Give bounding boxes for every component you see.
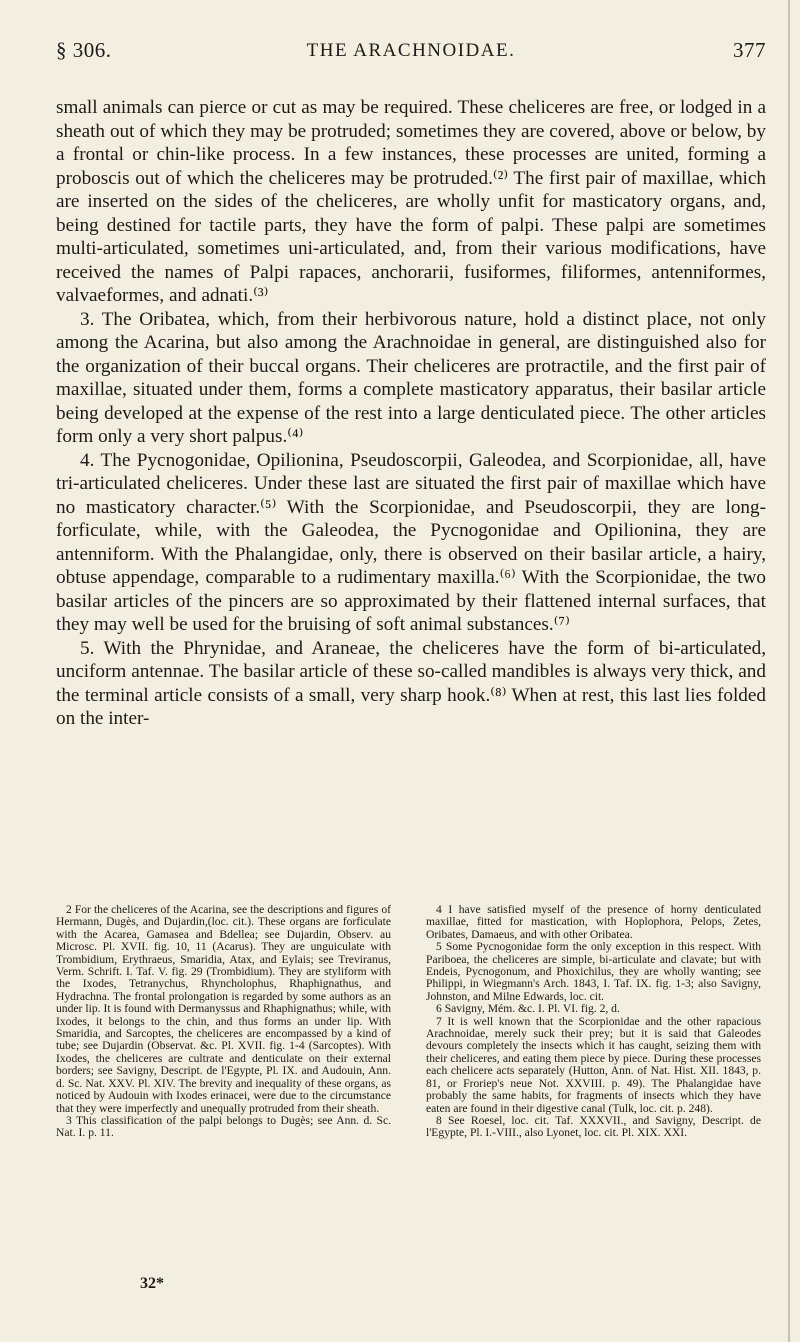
paragraph: 5. With the Phrynidae, and Araneae, the cheliceres have the form of bi-articulated, unciform antennae. The basilar article of these so-called mandibles is always very thick, and the terminal article consists of a small, very sharp hook.⁽⁸⁾ When at rest, this last lies folded on the inter- [56,637,766,729]
footnote: 7 It is well known that the Scorpionidae and the other rapacious Arachnoidae, merely suck their prey; but it is said that Galeodes devours completely the insects which it has caught, seizing them with their cheliceres, and eating them piece by piece. During these processes each chelicere acts separately (Hutton, Ann. of Nat. Hist. XII. 1843, p. 81, or Froriep's neue Not. XXVIII. p. 49). The Phalangidae have probably the same habits, for fragments of insects which they have eaten are found in their digestive canal (Tulk, loc. cit. p. 248). [426,1014,761,1115]
page-edge [788,0,790,1342]
page-number: 377 [733,38,766,62]
running-header [56,38,766,68]
book-page [56,38,766,1328]
section-number: § 306. [56,38,112,62]
footnote: 3 This classification of the palpi belongs to Dugès; see Ann. d. Sc. Nat. I. p. 11. [56,1113,391,1140]
footnotes-left-column [56,904,391,1140]
signature-mark: 32* [140,1275,164,1292]
footnote: 5 Some Pycnogonidae form the only exception in this respect. With Pariboea, the cheliceres are simple, bi-articulate and clavate; but with Endeis, Pycnogonum, and Phoxichilus, they are wholly wanting; see Philippi, in Wiegmann's Arch. 1843, I. Taf. IX. fig. 1-3; also Savigny, Johnston, and Milne Edwards, loc. cit. [426,940,761,1003]
paragraph: 3. The Oribatea, which, from their herbivorous nature, hold a distinct place, not only among the Acarina, but also among the Arachnoidae in general, are distinguished also for the organization of their buccal organs. Their cheliceres are protractile, and the first pair of maxillae, situated under them, forms a complete masticatory apparatus, their basilar article being developed at the expense of the rest into a large denticulated piece. The other articles form only a very short palpus.⁽⁴⁾ [56,308,766,447]
footnote: 6 Savigny, Mém. &c. I. Pl. VI. fig. 2, d. [436,1002,620,1016]
footnote: 8 See Roesel, loc. cit. Taf. XXXVII., and Savigny, Descript. de l'Egypte, Pl. I.-VIII., also Lyonet, loc. cit. Pl. XIX. XXI. [426,1113,761,1140]
main-text [56,96,766,731]
paragraph: small animals can pierce or cut as may be required. These cheliceres are free, or lodged in a sheath out of which they may be protruded; sometimes they are covered, above or below, by a frontal or chin-like process. In a few instances, these processes are united, forming a proboscis out of which the cheliceres may be protruded.⁽²⁾ The first pair of maxillae, which are inserted on the sides of the cheliceres, are wholly unfit for masticatory organs, and, being destined for tactile parts, they have the form of palpi. These palpi are sometimes multi-articulated, sometimes uni-articulated, and, from their various modifications, have received the names of Palpi rapaces, anchorarii, fusiformes, filiformes, antenniformes, valvaeformes, and adnati.⁽³⁾ [56,97,766,306]
paragraph: 4. The Pycnogonidae, Opilionina, Pseudoscorpii, Galeodea, and Scorpionidae, all, have tri-articulated cheliceres. Under these last are situated the first pair of maxillae which have no masticatory character.⁽⁵⁾ With the Scorpionidae, and Pseudoscorpii, they are long-forficulate, while, with the Galeodea, the Pycnogonidae and Opilionina, they are antenniform. With the Phalangidae, only, there is observed on their basilar article, a hairy, obtuse appendage, comparable to a rudimentary maxilla.⁽⁶⁾ With the Scorpionidae, the two basilar articles of the pincers are so approximated by their flattened internal surfaces, that they may well be used for the bruising of soft animal substances.⁽⁷⁾ [56,449,766,635]
footnote: 2 For the cheliceres of the Acarina, see the descriptions and figures of Hermann, Dugès, and Dujardin,(loc. cit.). These organs are forficulate with the Acarea, Gamasea and Bdellea; see Dujardin, Observ. au Microsc. Pl. XVII. fig. 10, 11 (Acarus). They are unguiculate with Trombidium, Erythraeus, Smaridia, Atax, and Eylais; see Treviranus, Verm. Schrift. I. Taf. V. fig. 29 (Trombidium). They are styliform with the Ixodes, Tetranychus, Rhyncholophus, Rhaphignathus, and Hydrachna. The frontal prolongation is regarded by some authors as an under lip. It is found with Dermanyssus and Rhaphignathus; while, with Ixodes, it belongs to the chin, and thus forms an under lip. With Smaridia, and Sarcoptes, the cheliceres are encompassed by a kind of tube; see Dujardin (Observat. &c. Pl. XVII. fig. 1-4 (Sarcoptes). With Ixodes, the cheliceres are cultrate and denticulate on their external borders; see Savigny, Descript. de l'Egypte, Pl. IX. and Audouin, Ann. d. Sc. Nat. XXV. Pl. XIV. The brevity and inequality of these organs, as noticed by Audouin with Ixodes erinacei, were due to the circumstance that they were imperfectly and unequally protruded from their sheath. [56,903,391,1115]
footnote: 4 I have satisfied myself of the presence of horny denticulated maxillae, fitted for mastication, with Hoplophora, Pelops, Zetes, Oribates, Damaeus, and with other Oribatea. [426,903,761,941]
footnotes-right-column [426,904,761,1140]
running-title: THE ARACHNOIDAE. [306,40,516,61]
